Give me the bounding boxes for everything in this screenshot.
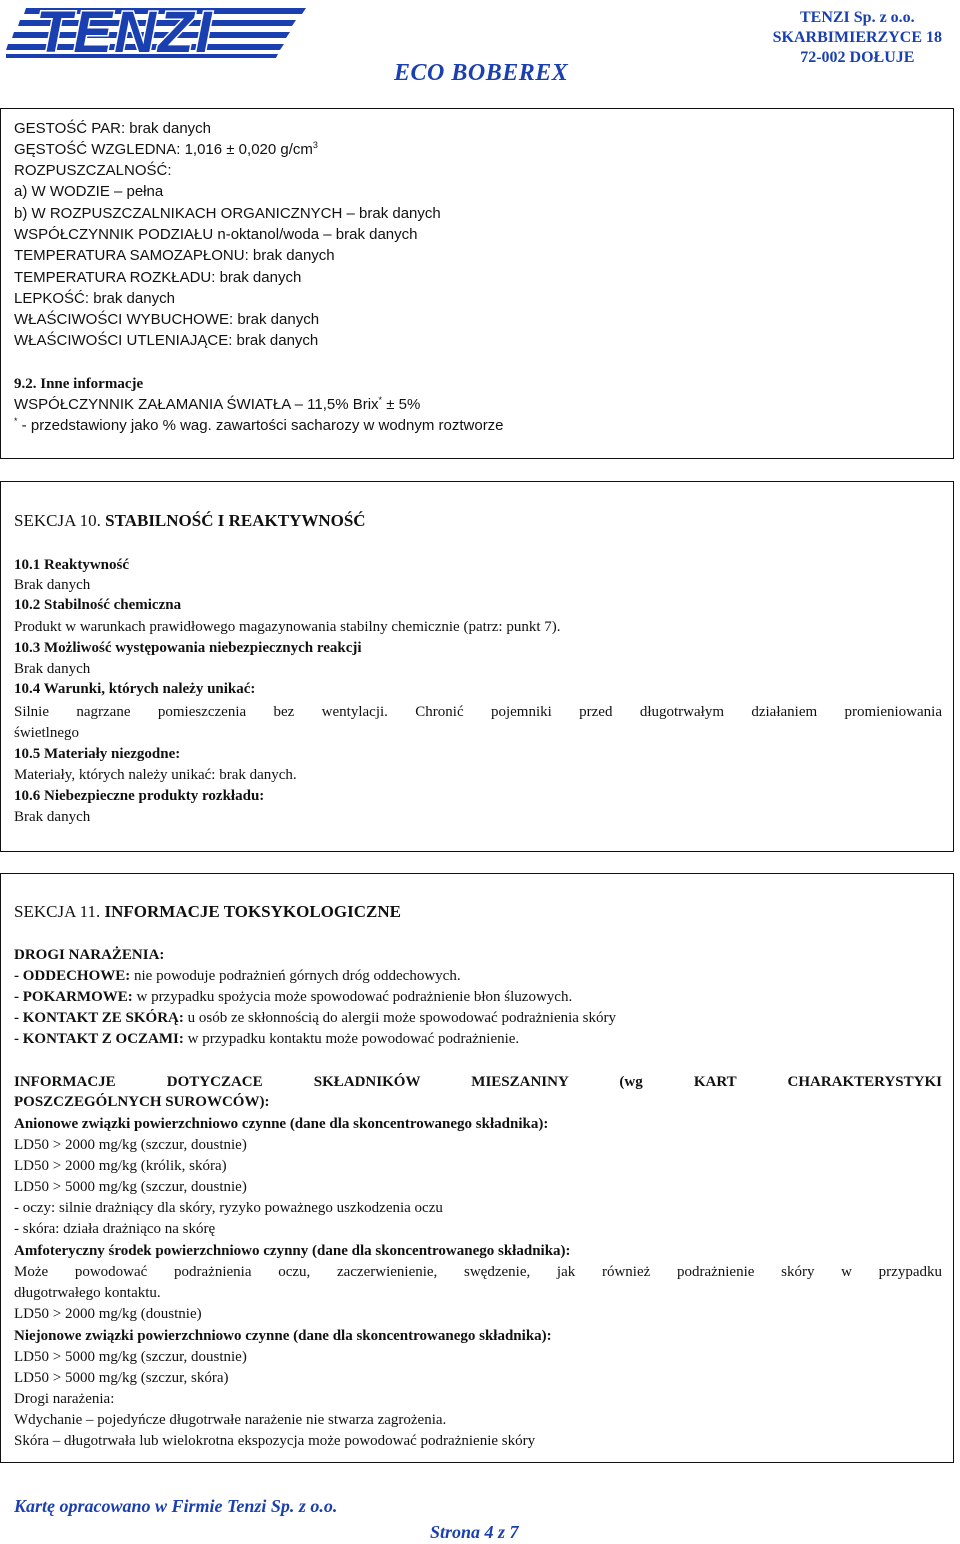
subsection-text: Silnie nagrzane pomieszczenia bez wentylacji. Chronić pojemniki przed długotrwałym działaniem promieniowania (14, 704, 942, 720)
svg-text:TENZI: TENZI (36, 4, 214, 62)
company-city: 72-002 DOŁUJE (800, 49, 915, 66)
prop-line: b) W ROZPUSZCZALNIKACH ORGANICZNYCH – brak danych (14, 205, 441, 222)
subsection-heading: 10.1 Reaktywność (14, 557, 129, 573)
component-heading: Anionowe związki powierzchniowo czynne (dane dla skoncentrowanego składnika): (14, 1116, 549, 1132)
component-line: - skóra: działa drażniąco na skórę (14, 1221, 216, 1237)
component-line: Drogi narażenia: (14, 1391, 115, 1407)
prop-line: WŁAŚCIWOŚCI WYBUCHOWE: brak danych (14, 311, 320, 328)
prop-line: LEPKOŚĆ: brak danych (14, 290, 175, 307)
component-line: LD50 > 5000 mg/kg (szczur, doustnie) (14, 1179, 247, 1195)
subsection-heading: 10.3 Możliwość występowania niebezpiecznych reakcji (14, 640, 362, 656)
component-line: LD50 > 2000 mg/kg (królik, skóra) (14, 1158, 227, 1174)
refractive-index: WSPÓŁCZYNNIK ZAŁAMANIA ŚWIATŁA – 11,5% Brix* ± 5% (14, 395, 421, 413)
page-number: Strona 4 z 7 (430, 1522, 519, 1542)
component-line: - oczy: silnie drażniący dla skóry, ryzyko poważnego uszkodzenia oczu (14, 1200, 443, 1216)
subsection-text: Brak danych (14, 809, 91, 825)
subsection-heading: POSZCZEGÓLNYCH SUROWCÓW): (14, 1094, 270, 1110)
page-header (0, 0, 960, 100)
component-line: LD50 > 2000 mg/kg (szczur, doustnie) (14, 1137, 247, 1153)
component-line: długotrwałego kontaktu. (14, 1285, 161, 1301)
exposure-route: - KONTAKT Z OCZAMI: w przypadku kontaktu może powodować podrażnienie. (14, 1031, 520, 1047)
prop-line: GĘSTOŚĆ WZGLEDNA: 1,016 ± 0,020 $g/cm^3$ (14, 140, 318, 158)
subsection-text: Brak danych (14, 661, 91, 677)
subsection-heading: 10.2 Stabilność chemiczna (14, 597, 182, 613)
subsection-heading: 9.2. Inne informacje (14, 376, 144, 392)
subsection-text: Produkt w warunkach prawidłowego magazynowania stabilny chemicznie (patrz: punkt 7). (14, 619, 561, 635)
section-9-box (0, 108, 954, 459)
component-line: Może powodować podrażnienia oczu, zaczerwienienie, swędzenie, jak również podrażnienie skóry w przypadku (14, 1264, 942, 1280)
prop-line: WSPÓŁCZYNNIK PODZIAŁU n-oktanol/woda – brak danych (14, 226, 418, 243)
component-line: LD50 > 2000 mg/kg (doustnie) (14, 1306, 202, 1322)
product-name: ECO BOBEREX (394, 60, 569, 86)
section-11-box (0, 873, 954, 1463)
footnote: * - przedstawiony jako % wag. zawartości sacharozy w wodnym roztworze (14, 416, 504, 434)
subsection-text: Brak danych (14, 577, 91, 593)
section-10-box (0, 481, 954, 852)
footer-prepared-by: Kartę opracowano w Firmie Tenzi Sp. z o.o. (14, 1496, 338, 1516)
subsection-text: świetlnego (14, 725, 79, 741)
subsection-heading: 10.6 Niebezpieczne produkty rozkładu: (14, 788, 265, 804)
prop-line: GESTOŚĆ PAR: brak danych (14, 120, 212, 137)
exposure-route: - ODDECHOWE: nie powoduje podrażnień górnych dróg oddechowych. (14, 968, 461, 984)
subsection-text: Materiały, których należy unikać: brak danych. (14, 767, 297, 783)
prop-line: TEMPERATURA ROZKŁADU: brak danych (14, 269, 302, 286)
component-line: Skóra – długotrwała lub wielokrotna ekspozycja może powodować podrażnienie skóry (14, 1433, 536, 1449)
company-address (773, 8, 942, 68)
component-line: LD50 > 5000 mg/kg (szczur, skóra) (14, 1370, 229, 1386)
exposure-route: - POKARMOWE: w przypadku spożycia może spowodować podrażnienie błon śluzowych. (14, 989, 573, 1005)
component-heading: Amfoteryczny środek powierzchniowo czynny (dane dla skoncentrowanego składnika): (14, 1243, 571, 1259)
exposure-route: - KONTAKT ZE SKÓRĄ: u osób ze skłonnością do alergii może spowodować podrażnienia skóry (14, 1010, 617, 1026)
subsection-heading: 10.5 Materiały niezgodne: (14, 746, 181, 762)
subsection-heading: DROGI NARAŻENIA: (14, 947, 165, 963)
tenzi-logo (6, 4, 306, 62)
prop-line: ROZPUSZCZALNOŚĆ: (14, 162, 172, 179)
component-line: LD50 > 5000 mg/kg (szczur, doustnie) (14, 1349, 247, 1365)
prop-line: a) W WODZIE – pełna (14, 183, 164, 200)
prop-line: WŁAŚCIWOŚCI UTLENIAJĄCE: brak danych (14, 332, 319, 349)
section-title: SEKCJA 10. STABILNOŚĆ I REAKTYWNOŚĆ (14, 511, 366, 530)
section-title: SEKCJA 11. INFORMACJE TOKSYKOLOGICZNE (14, 902, 401, 921)
company-name: TENZI Sp. z o.o. (799, 9, 915, 26)
subsection-heading: 10.4 Warunki, których należy unikać: (14, 681, 256, 697)
component-heading: Niejonowe związki powierzchniowo czynne (dane dla skoncentrowanego składnika): (14, 1328, 552, 1344)
component-line: Wdychanie – pojedyńcze długotrwałe narażenie nie stwarza zagrożenia. (14, 1412, 447, 1428)
company-street: SKARBIMIERZYCE 18 (772, 29, 942, 46)
subsection-heading: INFORMACJE DOTYCZACE SKŁADNIKÓW MIESZANINY (wg KART CHARAKTERYSTYKI (14, 1074, 942, 1090)
prop-line: TEMPERATURA SAMOZAPŁONU: brak danych (14, 247, 335, 264)
